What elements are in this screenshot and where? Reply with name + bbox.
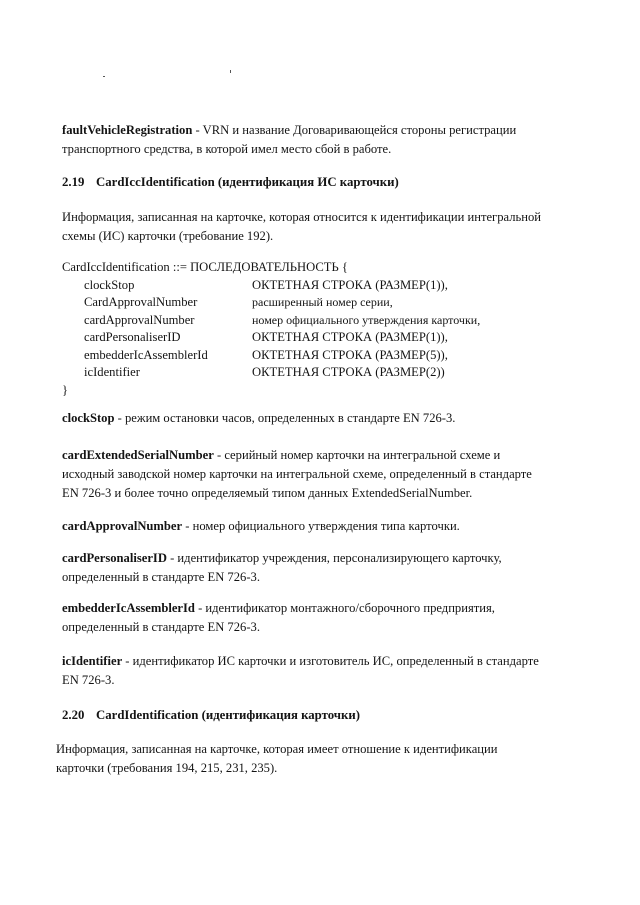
paragraph-fault-vehicle-registration [62,121,537,159]
definition: - номер официального утверждения типа карточки. [182,519,460,533]
definition-card-extended-serial-number [62,446,540,503]
section-title: CardIccIdentification (идентификация ИС карточки) [96,175,399,189]
code-row [62,311,582,329]
field-name: clockStop [84,277,135,292]
field-type: ОКТЕТНАЯ СТРОКА (РАЗМЕР(5)), [252,347,448,362]
code-row [62,346,582,364]
field-name: cardPersonaliserID [84,330,181,344]
term: cardApprovalNumber [62,519,183,533]
definition-card-personaliser-id [62,549,537,587]
definition-clock-stop [62,409,562,428]
field-name: embedderIcAssemblerId [84,347,208,362]
term: cardPersonaliserID [62,551,167,565]
field-name: CardApprovalNumber [84,295,198,309]
definition: - VRN и название Договаривающейся стороны регистрации транспортного средства, в которой имел место сбой в работе. [62,123,517,156]
scan-speck [230,70,231,73]
code-row [62,363,582,381]
section-number: 2.19 [62,175,85,189]
section-heading-2-19 [62,173,399,192]
definition-card-approval-number [62,517,562,536]
term: embedderIcAssemblerId [62,601,195,615]
field-type: ОКТЕТНАЯ СТРОКА (РАЗМЕР(1)), [252,277,448,292]
term: cardExtendedSerialNumber [62,448,214,462]
field-name: icIdentifier [84,365,140,379]
asn1-definition [62,258,582,398]
field-type: ОКТЕТНАЯ СТРОКА (РАЗМЕР(1)), [252,330,448,344]
definition-ic-identifier [62,652,547,690]
paragraph-card-identification-info: Информация, записанная на карточке, которая имеет отношение к идентификации карточки (требования 194, 215, 231, 235). [56,742,498,775]
field-type: расширенный номер серии, [252,295,393,309]
term: clockStop [62,411,115,425]
code-row [62,293,582,311]
definition: - идентификатор монтажного/сборочного предприятия, определенный в стандарте EN 726-3. [62,601,495,634]
section-heading-2-20 [62,706,360,725]
code-close-line: } [62,382,69,397]
field-type: номер официального утверждения карточки, [252,312,481,327]
code-open-line: CardIccIdentification ::= ПОСЛЕДОВАТЕЛЬНОСТЬ { [62,260,348,274]
definition: - идентификатор учреждения, персонализирующего карточку, определенный в стандарте EN 726-3. [62,551,502,584]
code-row [62,276,582,294]
definition: - идентификатор ИС карточки и изготовитель ИС, определенный в стандарте EN 726-3. [62,654,539,687]
paragraph-card-icc-info: Информация, записанная на карточке, которая относится к идентификации интегральной схемы (ИС) карточки (требование 192). [62,210,542,243]
definition: - серийный номер карточки на интегральной схеме и исходный заводской номер карточки на интегральной схеме, определенный в стандарте EN 726-3 и более точно определяемый типом данных ExtendedSerialNumber. [62,448,532,500]
code-row [62,328,582,346]
scan-speck [103,76,105,77]
term: icIdentifier [62,654,123,668]
field-name: cardApprovalNumber [84,312,195,327]
field-type: ОКТЕТНАЯ СТРОКА (РАЗМЕР(2)) [252,365,445,379]
section-title: CardIdentification (идентификация карточки) [96,708,361,722]
definition: - режим остановки часов, определенных в стандарте EN 726-3. [114,411,456,425]
section-number: 2.20 [62,708,85,722]
term: faultVehicleRegistration [62,123,193,137]
definition-embedder-ic-assembler-id [62,599,537,637]
